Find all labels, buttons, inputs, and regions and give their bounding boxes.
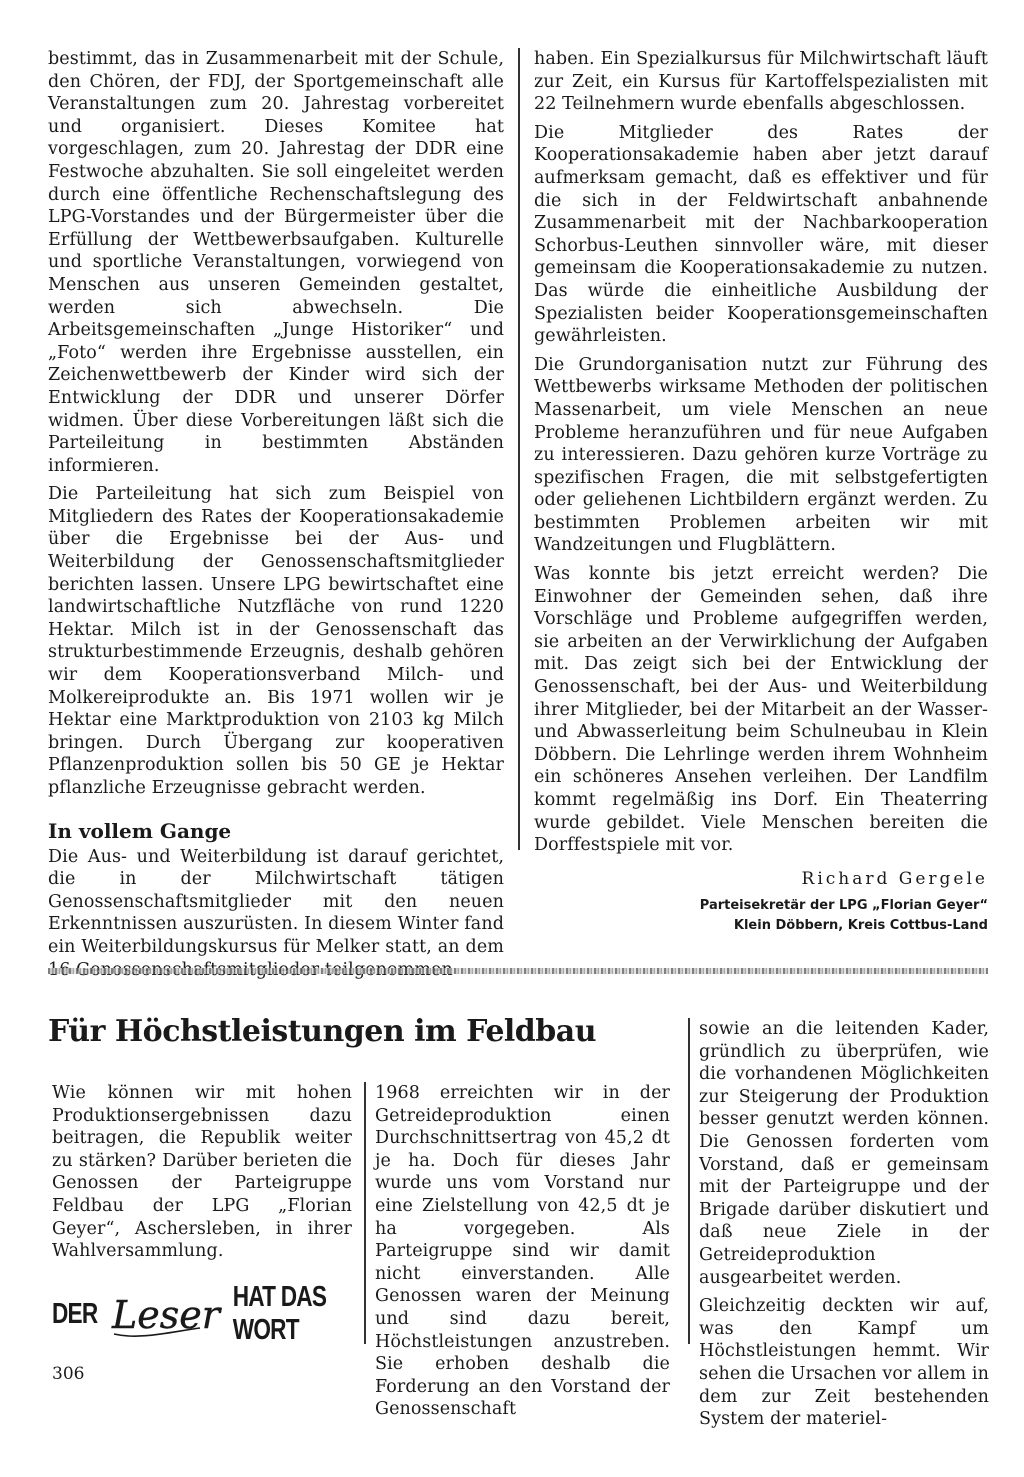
column-divider — [364, 1082, 366, 1344]
paragraph: Die Mitglieder des Rates der Kooperationsakademie haben aber jetzt darauf aufmerksam gemacht, daß es effektiver und für die sich in der Feldwirtschaft anbahnende Zusammenarbeit mit der Nachbarkooperation Schorbus-Leuthen sinnvoller wäre, mit dieser gemeinsam die Kooperationsakademie zu nutzen. Das würde die einheitliche Ausbildung der Spezialisten beider Kooperationsgemeinschaften gewährleisten. — [534, 122, 988, 347]
logo-script-leser — [110, 1284, 221, 1344]
paragraph: haben. Ein Spezialkursus für Milchwirtschaft läuft zur Zeit, ein Kursus für Kartoffelspezialisten mit 22 Teilnehmern wurde ebenfalls abgeschlossen. — [534, 49, 988, 115]
author-role-line: Parteisekretär der LPG „Florian Geyer“ — [699, 898, 988, 913]
logo-text-der: DER — [52, 1297, 98, 1330]
author-name: Richard Gergele — [801, 869, 988, 889]
article2-column-2 — [375, 1082, 670, 1421]
column-divider — [688, 1018, 690, 1344]
subheading: In vollem Gange — [48, 818, 232, 843]
section-logo — [52, 1281, 342, 1346]
section-separator — [48, 968, 988, 974]
article2-column-1 — [52, 1082, 352, 1263]
paragraph: Die Parteileitung hat sich zum Beispiel von Mitgliedern des Rates der Kooperationsakademie über die Ergebnisse bei der Aus- und Weiterbildung der Genossenschaftsmitglieder berichten lassen. Unsere LPG bewirtschaftet eine landwirtschaftliche Nutzfläche von rund 1220 Hektar. Milch ist in der Genossenschaft das strukturbestimmende Erzeugnis, deshalb gehören wir dem Kooperationsverband Milch- und Molkereiprodukte an. Bis 1971 wollen wir je Hektar eine Marktproduktion von 2103 kg Milch bringen. Durch Übergang zur kooperativen Pflanzenproduktion sollen bis 50 GE je Hektar pflanzliche Erzeugnisse gebracht werden. — [48, 484, 504, 798]
column-divider — [518, 48, 520, 850]
logo-script-text: Leser — [112, 1293, 221, 1337]
paragraph: Gleichzeitig deckten wir auf, was den Kampf um Höchstleistungen hemmt. Wir sehen die Ursachen vor allem in dem zur Zeit bestehenden System der materiel- — [699, 1296, 989, 1430]
paragraph: Wie können wir mit hohen Produktionsergebnissen dazu beitragen, die Republik weiter zu stärken? Darüber berieten die Genossen der Parteigruppe Feldbau der LPG „Florian Geyer“, Aschersleben, in ihrer Wahlversammlung. — [52, 1083, 352, 1262]
column-top-right — [534, 48, 988, 857]
author-location-line: Klein Döbbern, Kreis Cottbus-Land — [733, 918, 988, 933]
paragraph: Die Aus- und Weiterbildung ist darauf gerichtet, die in der Milchwirtschaft tätigen Genossenschaftsmitglieder mit den neuen Erkenntnissen auszurüsten. In diesem Winter fand ein Weiterbildungskursus für Melker statt, an dem — [48, 846, 504, 957]
paragraph: sowie an die leitenden Kader, gründlich zu überprüfen, wie die vorhandenen Möglichkeiten zur Steigerung der Produktion besser genutzt werden können. Die Genossen forderten vom Vorstand, daß er gemeinsam mit der Parteigruppe und der Brigade darüber diskutiert und daß neue Ziele in der Getreideproduktion ausgearbeitet werden. — [699, 1019, 989, 1288]
paragraph: bestimmt, das in Zusammenarbeit mit der Schule, den Chören, der FDJ, der Sportgemeinschaft alle Veranstaltungen zum 20. Jahrestag vorbereitet und organisiert. Dieses Komitee hat vorgeschlagen, zum 20. Jahrestag der DDR eine Festwoche abzuhalten. Sie soll eingeleitet werden durch eine öffentliche Rechenschaftslegung des LPG-Vorstandes und der Bürgermeister über die Erfüllung der Wettbewerbsaufgaben. Kulturelle und sportliche Veranstaltungen, vorwiegend von Menschen aus unseren Gemeinden gestaltet, werden sich abwechseln. Die Arbeitsgemeinschaften „Junge Historiker“ und „Foto“ werden ihre Ergebnisse ausstellen, ein Zeichenwettbewerb der Kinder wird sich der Entwicklung der DDR und unserer Dörfer widmen. Über diese Vorbereitungen läßt sich die Parteileitung in bestimmten Abständen informieren. — [48, 49, 504, 476]
paragraph: Die Grundorganisation nutzt zur Führung des Wettbewerbs wirksame Methoden der politischen Massenarbeit, um viele Menschen an neue Probleme heranzuführen und für neue Aufgaben zu interessieren. Dazu gehören kurze Vorträge zu spezifischen Fragen, die mit selbstgefertigten oder geliehenen Lichtbildern ergänzt werden. Zu bestimmten Problemen arbeiten wir mit Wandzeitungen und Flugblättern. — [534, 354, 988, 556]
author-role — [534, 896, 988, 936]
article-headline: Für Höchstleistungen im Feldbau — [48, 1014, 597, 1049]
column-top-left — [48, 48, 504, 981]
paragraph: Was konnte bis jetzt erreicht werden? Die Einwohner der Gemeinden sehen, daß ihre Vorschläge und Probleme aufgegriffen werden, sie arbeiten an der Verwirklichung der Aufgaben mit. Das zeigt sich bei der Entwicklung der Genossenschaft, bei der Aus- und Weiterbildung ihrer Mitglieder, bei der Mitarbeit an der Wasser- und Abwasserleitung beim Schulneubau in Klein Döbbern. Die Lehrlinge werden ihrem Wohnheim ein schöneres Ansehen verleihen. Der Landfilm kommt regelmäßig ins Dorf. Ein Theaterring wurde gebildet. Viele Menschen bereiten die Dorffestspiele mit vor. — [534, 564, 988, 856]
logo-text-hat-das-wort: HAT DAS WORT — [232, 1281, 327, 1346]
paragraph: 1968 erreichten wir in der Getreideproduktion einen Durchschnittsertrag von 45,2 dt je ha. Doch für dieses Jahr wurde uns vom Vorstand nur eine Zielstellung von 42,5 dt je ha vorgegeben. Als Parteigruppe sind wir damit nicht einverstanden. Alle Genossen waren der Meinung und sind dazu bereit, Höchstleistungen anzustreben. Sie erhoben deshalb die Forderung an den Vorstand der Genossenschaft — [375, 1083, 670, 1420]
page-number: 306 — [52, 1364, 85, 1384]
article2-column-3 — [699, 1018, 989, 1431]
